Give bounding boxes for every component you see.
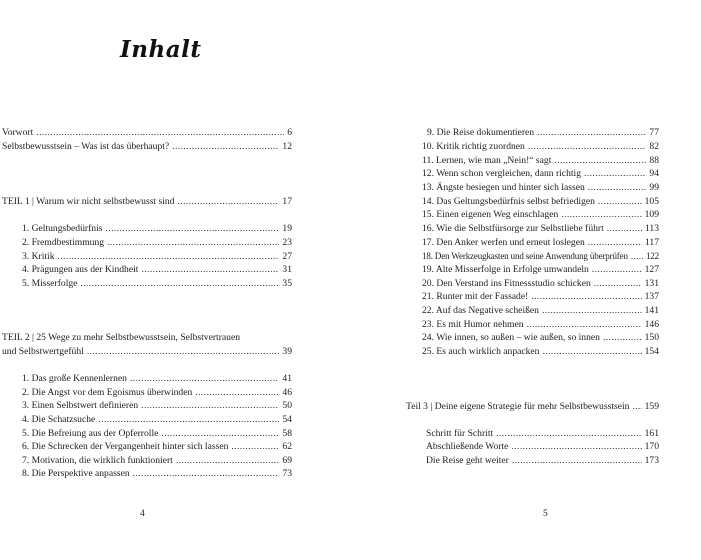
- toc-entry: [22, 427, 292, 440]
- toc-entry: [22, 386, 292, 399]
- toc-entry-label: 4. Prägungen aus der Kindheit: [22, 264, 139, 275]
- toc-entry-label: 1. Das große Kennenlernen: [22, 373, 127, 384]
- toc-entry: [427, 126, 659, 139]
- toc-entry: [22, 263, 292, 276]
- toc-entry: [422, 277, 659, 290]
- leader-dots: [87, 345, 280, 358]
- toc-entry-page: 170: [644, 441, 659, 452]
- toc-entry-label: 4. Die Schatzsuche: [22, 414, 96, 425]
- leader-dots: [592, 263, 642, 276]
- toc-entry-page: 6: [287, 127, 292, 138]
- toc-entry: [422, 140, 659, 153]
- leader-dots: [133, 467, 280, 480]
- toc-entry-page: 173: [644, 455, 659, 466]
- toc-entry-label: 16. Wie die Selbstfürsorge zur Selbstliebe führt: [422, 223, 604, 234]
- toc-entry: [2, 140, 292, 153]
- toc-part-heading: [2, 195, 292, 208]
- toc-entry: [22, 250, 292, 263]
- leader-dots: [161, 427, 279, 440]
- page-number: 4: [140, 508, 145, 519]
- leader-dots: [172, 140, 279, 153]
- toc-entry: [22, 399, 292, 412]
- leader-dots: [528, 140, 647, 153]
- leader-dots: [98, 413, 279, 426]
- toc-entry-page: 27: [282, 251, 292, 262]
- toc-entry: [422, 167, 659, 180]
- toc-entry: [22, 372, 292, 385]
- left-page: [0, 0, 350, 560]
- leader-dots: [537, 126, 646, 139]
- toc-entry-page: 127: [644, 264, 659, 275]
- toc-entry: [422, 250, 659, 263]
- toc-entry-page: 77: [649, 127, 659, 138]
- toc-entry: [22, 454, 292, 467]
- toc-entry-page: 35: [282, 278, 292, 289]
- leader-dots: [496, 427, 641, 440]
- toc-entry-label: 25. Es auch wirklich anpacken: [422, 346, 540, 357]
- leader-dots: [58, 250, 280, 263]
- toc-entry-label: 5. Misserfolge: [22, 278, 78, 289]
- toc-entry: [422, 236, 659, 249]
- toc-part-heading: [406, 400, 659, 413]
- toc-entry: [422, 318, 659, 331]
- toc-entry-page: 105: [644, 196, 659, 207]
- leader-dots: [105, 222, 279, 235]
- toc-entry: [422, 304, 659, 317]
- leader-dots: [80, 277, 279, 290]
- leader-dots: [607, 222, 642, 235]
- leader-dots: [177, 195, 279, 208]
- toc-entry-label: und Selbstwertgefühl: [2, 346, 84, 357]
- toc-entry-page: 39: [282, 346, 292, 357]
- leader-dots: [603, 331, 642, 344]
- toc-entry-label: 9. Die Reise dokumentieren: [427, 127, 535, 138]
- leader-dots: [511, 440, 641, 453]
- toc-entry-label: 7. Motivation, die wirklich funktioniert: [22, 455, 173, 466]
- toc-entry-page: 50: [282, 400, 292, 411]
- toc-entry-label: 10. Kritik richtig zuordnen: [422, 141, 525, 152]
- toc-entry-page: 46: [282, 387, 292, 398]
- toc-entry-page: 131: [644, 278, 659, 289]
- toc-entry: [426, 427, 659, 440]
- toc-entry: [422, 154, 659, 167]
- toc-entry-page: 73: [282, 468, 292, 479]
- toc-entry: [422, 208, 659, 221]
- toc-entry-page: 82: [649, 141, 659, 152]
- toc-entry-page: 109: [644, 209, 659, 220]
- leader-dots: [195, 386, 279, 399]
- toc-entry: [422, 195, 659, 208]
- leader-dots: [176, 454, 280, 467]
- leader-dots: [561, 208, 641, 221]
- leader-dots: [527, 318, 642, 331]
- toc-entry-label: 12. Wenn schon vergleichen, dann richtig: [422, 168, 581, 179]
- right-page: [350, 0, 701, 560]
- toc-entry-label: 1. Geltungsbedürfnis: [22, 223, 103, 234]
- toc-entry-page: 161: [644, 428, 659, 439]
- leader-dots: [231, 440, 279, 453]
- toc-entry-label: Vorwort: [2, 127, 34, 138]
- leader-dots: [584, 167, 646, 180]
- toc-entry-label: 11. Lernen, wie man „Nein!“ sagt: [422, 155, 552, 166]
- toc-entry: [22, 277, 292, 290]
- toc-entry-label: 15. Einen eigenen Weg einschlagen: [422, 209, 559, 220]
- toc-entry-page: 117: [644, 237, 659, 248]
- leader-dots: [588, 236, 642, 249]
- leader-dots: [531, 290, 641, 303]
- toc-entry: [2, 126, 292, 139]
- toc-entry-page: 62: [282, 441, 292, 452]
- toc-entry: [22, 236, 292, 249]
- leader-dots: [130, 372, 279, 385]
- toc-entry-page: 146: [644, 319, 659, 330]
- toc-entry-label: Die Reise geht weiter: [426, 455, 509, 466]
- toc-entry-label: Selbstbewusstsein – Was ist das überhaupt?: [2, 141, 170, 152]
- toc-entry-label: 6. Die Schrecken der Vergangenheit hinter sich lassen: [22, 441, 229, 452]
- toc-entry: [422, 263, 659, 276]
- toc-entry: [22, 222, 292, 235]
- toc-entry-label: TEIL 1 | Warum wir nicht selbstbewusst sind: [2, 196, 175, 207]
- toc-entry: [422, 331, 659, 344]
- toc-entry: [422, 290, 659, 303]
- toc-entry-page: 150: [644, 332, 659, 343]
- leader-dots: [141, 399, 279, 412]
- toc-entry: [422, 181, 659, 194]
- toc-entry-page: 12: [282, 141, 292, 152]
- toc-entry-label: 14. Das Geltungsbedürfnis selbst befriedigen: [422, 196, 595, 207]
- leader-dots: [36, 126, 284, 139]
- page-number: 5: [543, 508, 548, 519]
- toc-entry-page: 69: [282, 455, 292, 466]
- toc-entry-label: 2. Fremdbestimmung: [22, 237, 105, 248]
- toc-entry-page: 88: [649, 155, 659, 166]
- toc-entry: [22, 413, 292, 426]
- toc-entry-label: 23. Es mit Humor nehmen: [422, 319, 524, 330]
- toc-entry-label: 8. Die Perspektive anpassen: [22, 468, 130, 479]
- toc-entry-page: 159: [644, 401, 659, 412]
- toc-entry-page: 54: [282, 414, 292, 425]
- toc-entry-label: Teil 3 | Deine eigene Strategie für mehr Selbstbewusstsein: [406, 401, 630, 412]
- toc-entry: [22, 467, 292, 480]
- toc-entry-label: 21. Runter mit der Fassade!: [422, 291, 529, 302]
- leader-dots: [588, 181, 647, 194]
- toc-part-heading: TEIL 2 | 25 Wege zu mehr Selbstbewusstsein, Selbstvertrauen: [2, 332, 241, 343]
- toc-entry-page: 113: [644, 223, 659, 234]
- leader-dots: [598, 195, 642, 208]
- leader-dots: [107, 236, 279, 249]
- toc-entry-label: 18. Den Werkzeugkasten und seine Anwendung überprüfen: [422, 251, 628, 261]
- toc-entry: [426, 454, 659, 467]
- toc-entry-label: Schritt für Schritt: [426, 428, 494, 439]
- toc-entry-label: 5. Die Befreiung aus der Opferrolle: [22, 428, 159, 439]
- leader-dots: [542, 304, 642, 317]
- leader-dots: [512, 454, 642, 467]
- toc-entry-page: 19: [282, 223, 292, 234]
- leader-dots: [554, 154, 646, 167]
- toc-entry: [426, 440, 659, 453]
- toc-entry-page: 122: [645, 251, 659, 261]
- toc-entry: [22, 440, 292, 453]
- toc-entry-page: 137: [644, 291, 659, 302]
- toc-entry-label: 24. Wie innen, so außen – wie außen, so innen: [422, 332, 600, 343]
- toc-entry-label: 3. Kritik: [22, 251, 55, 262]
- toc-entry: [422, 222, 659, 235]
- toc-entry: [422, 345, 659, 358]
- leader-dots: [542, 345, 641, 358]
- toc-entry-page: 94: [649, 168, 659, 179]
- toc-entry-page: 58: [282, 428, 292, 439]
- toc-entry-page: 17: [282, 196, 292, 207]
- toc-entry-page: 99: [649, 182, 659, 193]
- leader-dots: [631, 250, 643, 263]
- toc-entry-label: 20. Den Verstand ins Fitnessstudio schicken: [422, 278, 591, 289]
- toc-entry-page: 23: [282, 237, 292, 248]
- toc-entry-label: 19. Alte Misserfolge in Erfolge umwandeln: [422, 264, 589, 275]
- toc-entry-page: 141: [644, 305, 659, 316]
- toc-entry-label: 3. Einen Selbstwert definieren: [22, 400, 139, 411]
- toc-part-heading-continued: [2, 345, 292, 358]
- toc-entry-label: 22. Auf das Negative scheißen: [422, 305, 539, 316]
- toc-entry-page: 31: [282, 264, 292, 275]
- page-title: Inhalt: [120, 36, 202, 63]
- toc-entry-label: 17. Den Anker werfen und erneut loslegen: [422, 237, 585, 248]
- leader-dots: [141, 263, 279, 276]
- toc-entry-page: 154: [644, 346, 659, 357]
- toc-entry-label: 13. Ängste besiegen und hinter sich lassen: [422, 182, 585, 193]
- leader-dots: [594, 277, 642, 290]
- toc-entry-label: Abschließende Worte: [426, 441, 509, 452]
- toc-entry-label: 2. Die Angst vor dem Egoismus überwinden: [22, 387, 193, 398]
- leader-dots: [632, 400, 641, 413]
- toc-entry-page: 41: [282, 373, 292, 384]
